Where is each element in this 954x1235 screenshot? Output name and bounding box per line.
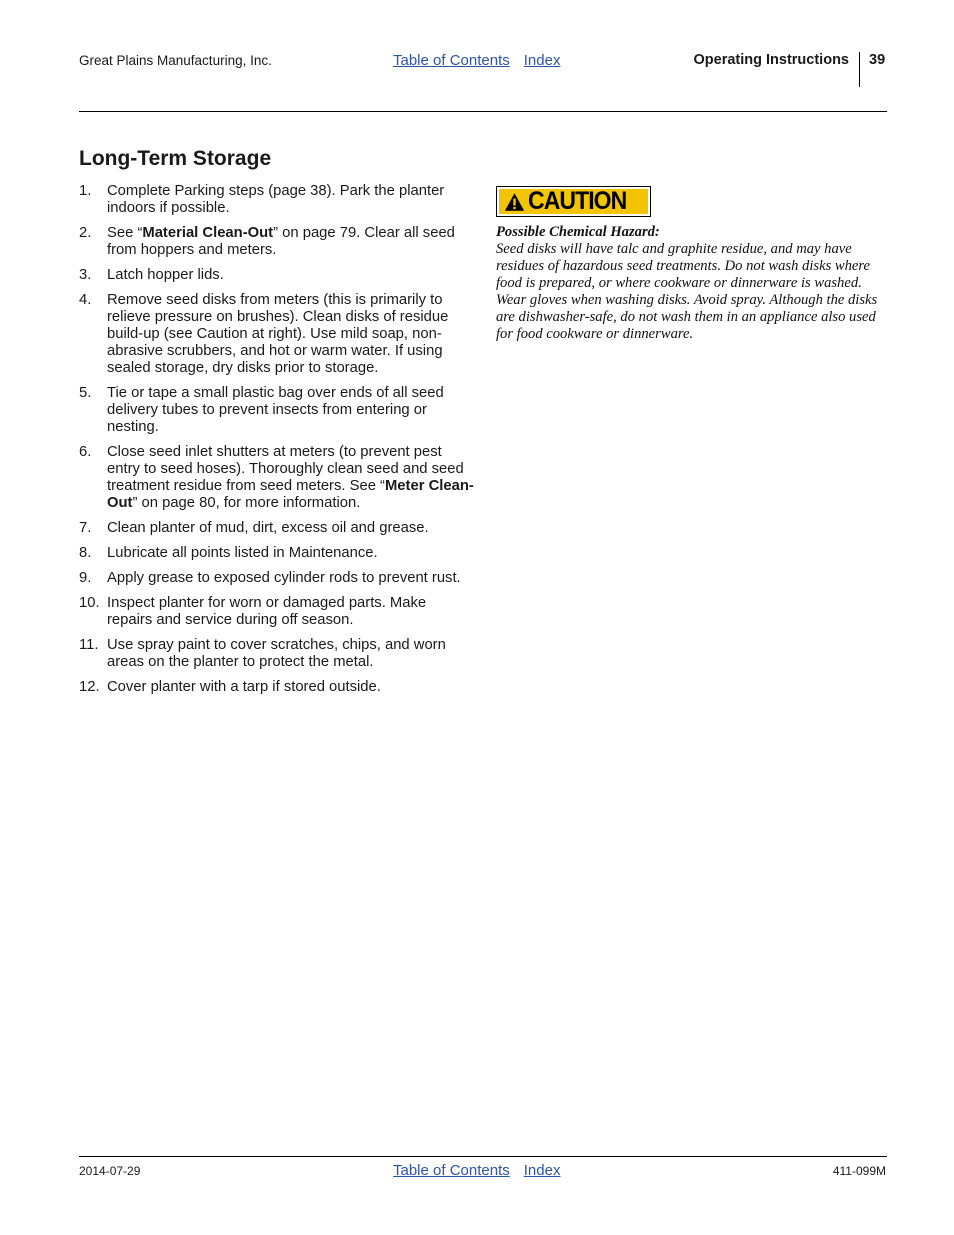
step-number: 8. — [79, 545, 92, 561]
step-text — [107, 545, 474, 562]
list-item — [79, 385, 474, 436]
header-toc-link[interactable]: Table of Contents — [393, 52, 510, 69]
step-text — [107, 637, 474, 671]
step-text — [107, 444, 474, 512]
list-item — [79, 225, 474, 259]
step-text-segment: Lubricate all points listed in Maintenance. — [107, 545, 378, 561]
step-text — [107, 520, 474, 537]
step-reference: Meter Clean-Out — [107, 478, 474, 511]
header-index-link[interactable]: Index — [523, 52, 561, 69]
step-number: 3. — [79, 267, 92, 283]
step-text-segment: Latch hopper lids. — [107, 267, 224, 283]
step-reference: Material Clean-Out — [142, 225, 274, 241]
step-number: 1. — [79, 183, 92, 199]
footer-date: 2014-07-29 — [79, 1164, 141, 1178]
step-text-segment: Close seed inlet shutters at meters (to prevent pest entry to seed hoses). Thoroughly clean seed and seed treatment residue from seed meters. See “ — [107, 444, 464, 494]
step-number: 6. — [79, 444, 92, 460]
hazard-body: Seed disks will have talc and graphite residue, and may have residues of hazardous seed treatments. Do not wash disks where food is prepared, or where cookware or dinnerware is washed. Wear gloves when washing disks. Avoid spray. Although the disks are dishwasher-safe, do not wash them in an appliance also used for food cookware or dinnerware. — [496, 241, 878, 342]
list-item — [79, 679, 474, 696]
step-text-segment: Use spray paint to cover scratches, chips, and worn areas on the planter to protect the metal. — [107, 637, 446, 670]
footer-index-link[interactable]: Index — [523, 1162, 561, 1179]
step-text — [107, 595, 474, 629]
page-title: Long-Term Storage — [79, 147, 272, 170]
list-item — [79, 267, 474, 284]
header-rule — [79, 111, 887, 112]
warning-triangle-icon — [504, 192, 525, 212]
list-item — [79, 520, 474, 537]
step-number: 4. — [79, 292, 92, 308]
footer-rule — [79, 1156, 887, 1157]
footer-toc-link[interactable]: Table of Contents — [393, 1162, 510, 1179]
hazard-title: Possible Chemical Hazard: — [496, 224, 660, 240]
step-number: 12. — [79, 679, 100, 695]
step-number: 5. — [79, 385, 92, 401]
caution-word: CAUTION — [528, 187, 627, 215]
step-text-segment: Cover planter with a tarp if stored outside. — [107, 679, 381, 695]
footer-nav — [393, 1162, 560, 1179]
caution-message — [496, 224, 886, 343]
header-divider — [859, 52, 860, 87]
step-text — [107, 183, 474, 217]
step-number: 2. — [79, 225, 92, 241]
step-text-segment: ” on page 79. Clear all seed from hoppers and meters. — [107, 225, 455, 258]
step-text — [107, 679, 474, 696]
step-text — [107, 292, 474, 377]
step-text-segment: Clean planter of mud, dirt, excess oil and grease. — [107, 520, 429, 536]
step-text-segment: Complete Parking steps (page 38). Park the planter indoors if possible. — [107, 183, 445, 216]
page-number: 39 — [869, 52, 886, 68]
step-text-segment: See “ — [107, 225, 143, 241]
step-text-segment: ” on page 80, for more information. — [132, 495, 361, 511]
caution-label — [496, 186, 651, 217]
step-text-segment: Inspect planter for worn or damaged parts. Make repairs and service during off season. — [107, 595, 427, 628]
step-number: 7. — [79, 520, 92, 536]
step-text — [107, 385, 474, 436]
footer-doc-number: 411-099M — [832, 1164, 886, 1178]
list-item — [79, 637, 474, 671]
step-text-segment: Tie or tape a small plastic bag over ends of all seed delivery tubes to prevent insects from entering or nesting. — [107, 385, 444, 435]
list-item — [79, 570, 474, 587]
storage-steps-list — [79, 183, 474, 704]
caution-banner — [499, 189, 648, 214]
step-text — [107, 225, 474, 259]
step-text-segment: Remove seed disks from meters (this is primarily to relieve pressure on brushes). Clean disks of residue build-up (see Caution at right). Use mild soap, non-abrasive scrubbers, and hot or warm water. If using sealed storage, dry disks prior to storage. — [107, 292, 449, 376]
header-company: Great Plains Manufacturing, Inc. — [79, 53, 272, 68]
step-text — [107, 570, 474, 587]
header-nav — [393, 52, 560, 69]
list-item — [79, 292, 474, 377]
list-item — [79, 595, 474, 629]
list-item — [79, 444, 474, 512]
step-text-segment: Apply grease to exposed cylinder rods to prevent rust. — [107, 570, 461, 586]
step-number: 11. — [79, 637, 99, 653]
header-section-title: Operating Instructions — [693, 52, 849, 68]
step-number: 10. — [79, 595, 100, 611]
list-item — [79, 183, 474, 217]
step-number: 9. — [79, 570, 92, 586]
list-item — [79, 545, 474, 562]
step-text — [107, 267, 474, 284]
